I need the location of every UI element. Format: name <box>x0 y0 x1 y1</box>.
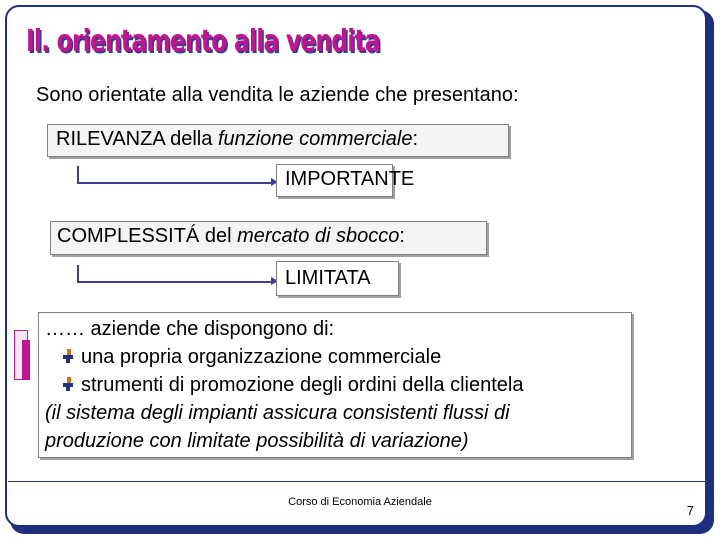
bullet-text: strumenti di promozione degli ordini della clientela <box>81 374 524 396</box>
panel-intro-line: …… aziende che dispongono di: <box>45 318 335 340</box>
rilevanza-pre: della <box>164 128 218 150</box>
intro-text: Sono orientate alla vendita le aziende che presentano: <box>36 84 519 106</box>
complessita-box <box>50 221 487 255</box>
bullet-icon <box>63 377 73 391</box>
list-item <box>45 371 625 399</box>
side-decoration-bar <box>22 340 30 380</box>
complessita-pre: del <box>199 225 238 247</box>
complessita-post: : <box>399 225 405 247</box>
complessita-keyword: COMPLESSITÁ <box>57 225 200 247</box>
complessita-italic: mercato di sbocco <box>237 225 400 247</box>
importante-box: IMPORTANTE <box>276 164 393 197</box>
detail-panel <box>38 312 632 458</box>
bullet-text: una propria organizzazione commerciale <box>81 346 442 368</box>
bullet-icon <box>63 349 73 363</box>
panel-note-line-1: (il sistema degli impianti assicura consistenti flussi di <box>45 402 510 424</box>
rilevanza-box <box>47 124 509 157</box>
rilevanza-italic: funzione commerciale <box>217 128 413 150</box>
rilevanza-post: : <box>412 128 419 150</box>
connector-arrow-1 <box>77 166 275 184</box>
page-number: 7 <box>686 503 694 518</box>
panel-note-line-2: produzione con limitate possibilità di variazione) <box>45 430 469 452</box>
list-item <box>45 343 625 371</box>
connector-arrow-2 <box>77 265 275 283</box>
footer-text: Corso di Economia Aziendale <box>288 496 432 508</box>
rilevanza-keyword: RILEVANZA <box>56 128 165 150</box>
slide-title: Il. orientamento alla vendita <box>26 24 380 59</box>
limitata-box: LIMITATA <box>276 261 399 296</box>
footer-divider <box>8 481 708 482</box>
